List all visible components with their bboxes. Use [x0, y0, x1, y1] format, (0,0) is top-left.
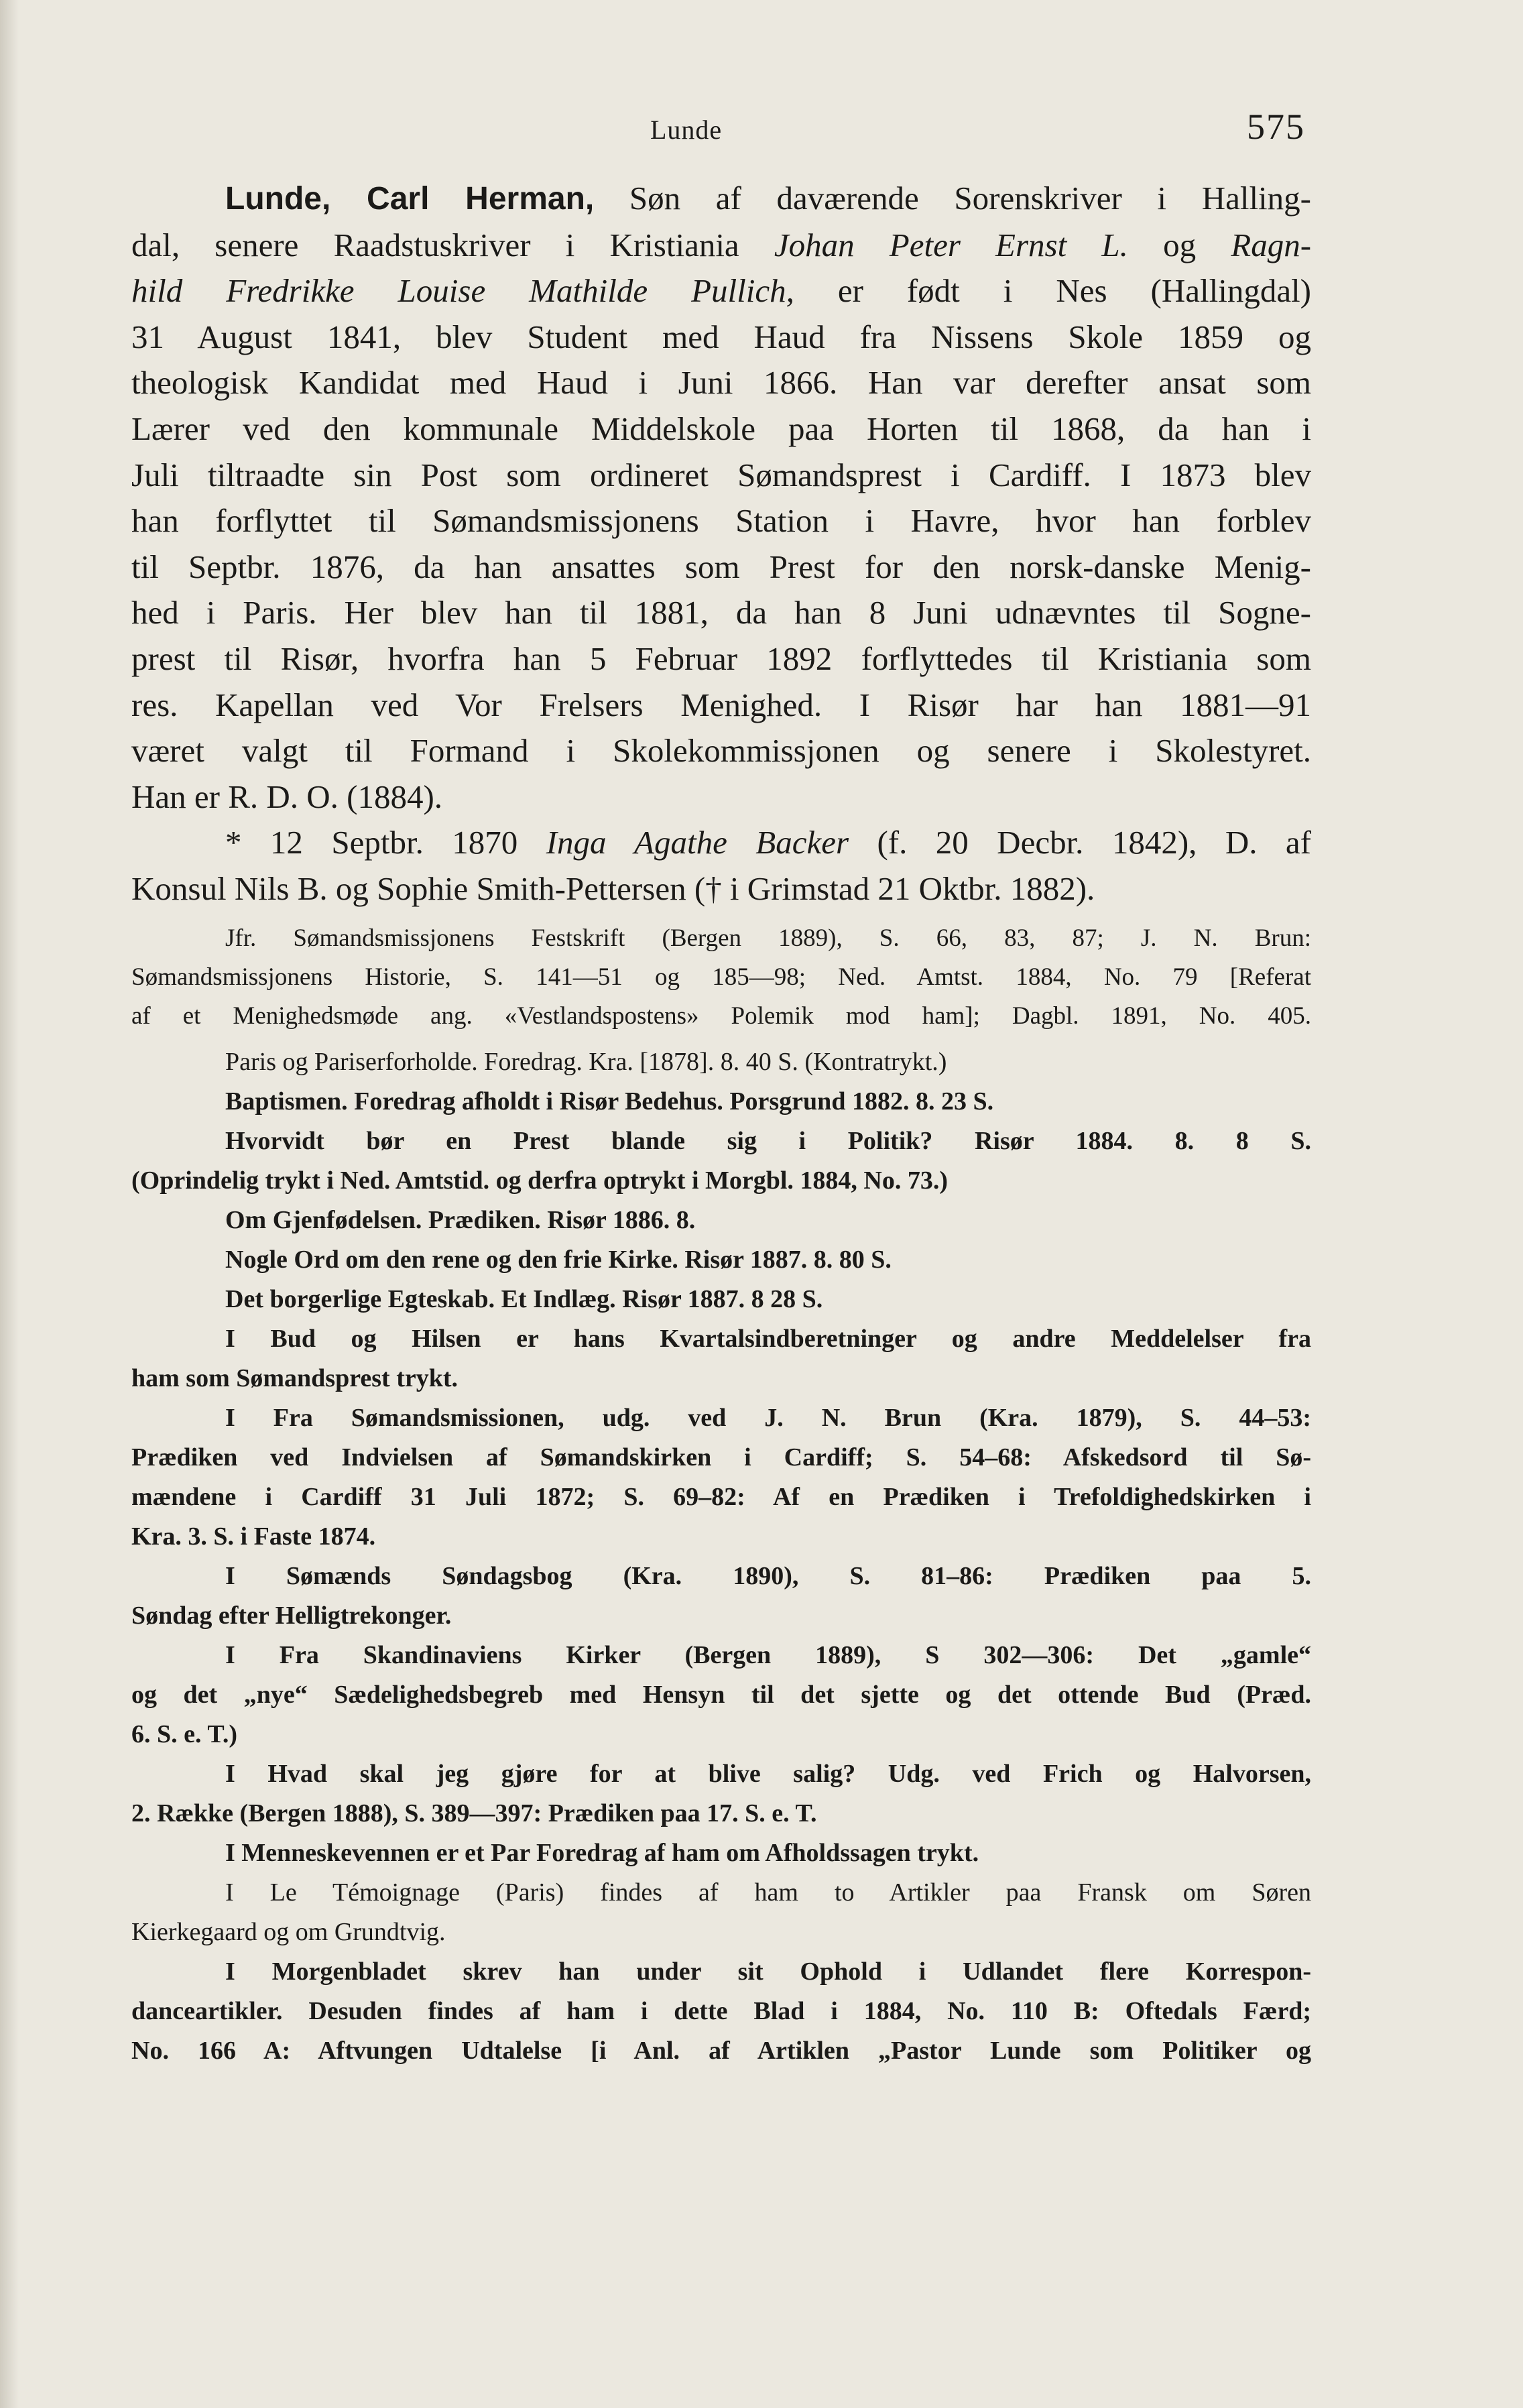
work-entry: Baptismen. Foredrag afholdt i Risør Bedehus. Porsgrund 1882. 8. 23 S. [225, 1087, 994, 1116]
work-entry: I Fra Sømandsmissionen, udg. ved J. N. Brun (Kra. 1879), S. 44–53: [225, 1403, 1311, 1432]
work-entry-continuation: og det „nye“ Sædelighedsbegreb med Hensyn til det sjette og det ottende Bud (Præd. [131, 1680, 1311, 1709]
work-entry: Nogle Ord om den rene og den frie Kirke. Risør 1887. 8. 80 S. [225, 1245, 892, 1274]
text-line: Lærer ved den kommunale Middelskole paa Horten til 1868, da han i [131, 410, 1311, 447]
text-line [131, 176, 1311, 223]
page-edge-shadow [0, 0, 19, 2408]
work-entry: I Menneskevennen er et Par Foredrag af ham om Afholdssagen trykt. [225, 1838, 979, 1867]
text-line: været valgt til Formand i Skolekommissjonen og senere i Skolestyret. [131, 732, 1311, 770]
work-entry-continuation: ham som Sømandsprest trykt. [131, 1364, 459, 1392]
work-entry: I Bud og Hilsen er hans Kvartalsindberetninger og andre Meddelelser fra [225, 1324, 1311, 1353]
text-line: han forflyttet til Sømandsmissjonens Station i Havre, hvor han forblev [131, 502, 1311, 540]
work-entry: Det borgerlige Egteskab. Et Indlæg. Risør 1887. 8 28 S. [225, 1284, 823, 1313]
work-entry: I Le Témoignage (Paris) findes af ham to Artikler paa Fransk om Søren [225, 1878, 1311, 1907]
text-span: dal, senere Raadstuskriver i Kristiania [131, 226, 774, 263]
text-span: Søn af daværende Sorenskriver i Halling- [594, 180, 1311, 217]
work-entry: I Hvad skal jeg gjøre for at blive salig? Udg. ved Frich og Halvorsen, [225, 1759, 1311, 1788]
work-entry-continuation: 6. S. e. T.) [131, 1720, 237, 1748]
references-paragraph [131, 919, 1311, 1036]
text-span: er født i Nes (Hallingdal) [794, 272, 1311, 310]
work-entry-continuation: mændene i Cardiff 31 Juli 1872; S. 69–82: Af en Prædiken i Trefoldighedskirken i [131, 1482, 1311, 1511]
running-head: Lunde [650, 115, 723, 145]
work-entry: I Sømænds Søndagsbog (Kra. 1890), S. 81–86: Prædiken paa 5. [225, 1561, 1311, 1590]
text-line: Konsul Nils B. og Sophie Smith-Pettersen († i Grimstad 21 Oktbr. 1882). [131, 869, 1095, 907]
work-entry-continuation: Kierkegaard og om Grundtvig. [131, 1917, 446, 1946]
entry-name: Lunde, Carl Herman, [225, 181, 595, 217]
work-entry-continuation: Prædiken ved Indvielsen af Sømandskirken i Cardiff; S. 54–68: Afskedsord til Sø- [131, 1443, 1311, 1471]
work-entry-continuation: (Oprindelig trykt i Ned. Amtstid. og derfra optrykt i Morgbl. 1884, No. 73.) [131, 1166, 949, 1195]
work-entry-continuation: Kra. 3. S. i Faste 1874. [131, 1522, 376, 1551]
text-line: 31 August 1841, blev Student med Haud fra Nissens Skole 1859 og [131, 318, 1311, 355]
work-entry-continuation: No. 166 A: Aftvungen Udtalelse [i Anl. af Artiklen „Pastor Lunde som Politiker og [131, 2036, 1311, 2065]
text-line: prest til Risør, hvorfra han 5 Februar 1892 forflyttedes til Kristiania som [131, 640, 1311, 677]
father-name: Johan Peter Ernst L. [774, 226, 1128, 263]
reference-line: Sømandsmissjonens Historie, S. 141—51 og 185—98; Ned. Amtst. 1884, No. 79 [Referat [131, 963, 1311, 991]
spouse-name: Inga Agathe Backer [546, 824, 849, 861]
text-line: til Septbr. 1876, da han ansattes som Prest for den norsk-danske Menig- [131, 548, 1311, 585]
text-line [131, 268, 1311, 314]
biography-paragraph [131, 176, 1311, 820]
text-span: (f. 20 Decbr. 1842), D. af [849, 824, 1311, 861]
mother-name: hild Fredrikke Louise Mathilde Pullich, [131, 272, 794, 310]
work-entry-continuation: danceartikler. Desuden findes af ham i dette Blad i 1884, No. 110 B: Oftedals Færd; [131, 1996, 1311, 2025]
reference-line: Jfr. Sømandsmissjonens Festskrift (Bergen 1889), S. 66, 83, 87; J. N. Brun: [225, 924, 1311, 952]
reference-line: af et Menighedsmøde ang. «Vestlandspostens» Polemik mod ham]; Dagbl. 1891, No. 405. [131, 1002, 1311, 1030]
work-entry: I Fra Skandinaviens Kirker (Bergen 1889), S 302—306: Det „gamle“ [225, 1640, 1311, 1669]
mother-name: Ragn- [1231, 226, 1312, 263]
work-entry-continuation: 2. Række (Bergen 1888), S. 389—397: Prædiken paa 17. S. e. T. [131, 1799, 817, 1827]
work-entry: Om Gjenfødelsen. Prædiken. Risør 1886. 8. [225, 1205, 696, 1234]
work-entry: Hvorvidt bør en Prest blande sig i Politik? Risør 1884. 8. 8 S. [225, 1126, 1311, 1155]
text-line [131, 820, 1311, 866]
text-span: * 12 Septbr. 1870 [225, 824, 546, 861]
text-line: res. Kapellan ved Vor Frelsers Menighed. I Risør har han 1881—91 [131, 686, 1311, 723]
text-line: Han er R. D. O. (1884). [131, 778, 443, 815]
text-line: theologisk Kandidat med Haud i Juni 1866. Han var derefter ansat som [131, 364, 1311, 402]
text-line [131, 223, 1311, 269]
text-line: Juli tiltraadte sin Post som ordineret Sømandsprest i Cardiff. I 1873 blev [131, 456, 1311, 493]
text-line: hed i Paris. Her blev han til 1881, da han 8 Juni udnævntes til Sogne- [131, 594, 1311, 631]
text-block [131, 176, 1311, 2071]
work-entry: I Morgenbladet skrev han under sit Ophold i Udlandet flere Korrespon- [225, 1957, 1311, 1986]
marriage-paragraph [131, 820, 1311, 912]
bibliography [131, 1042, 1311, 2071]
text-span: og [1128, 226, 1231, 263]
work-entry: Paris og Pariserforholde. Foredrag. Kra. [1878]. 8. 40 S. (Kontratrykt.) [225, 1047, 947, 1076]
page-number: 575 [1247, 107, 1305, 147]
work-entry-continuation: Søndag efter Helligtrekonger. [131, 1601, 452, 1630]
